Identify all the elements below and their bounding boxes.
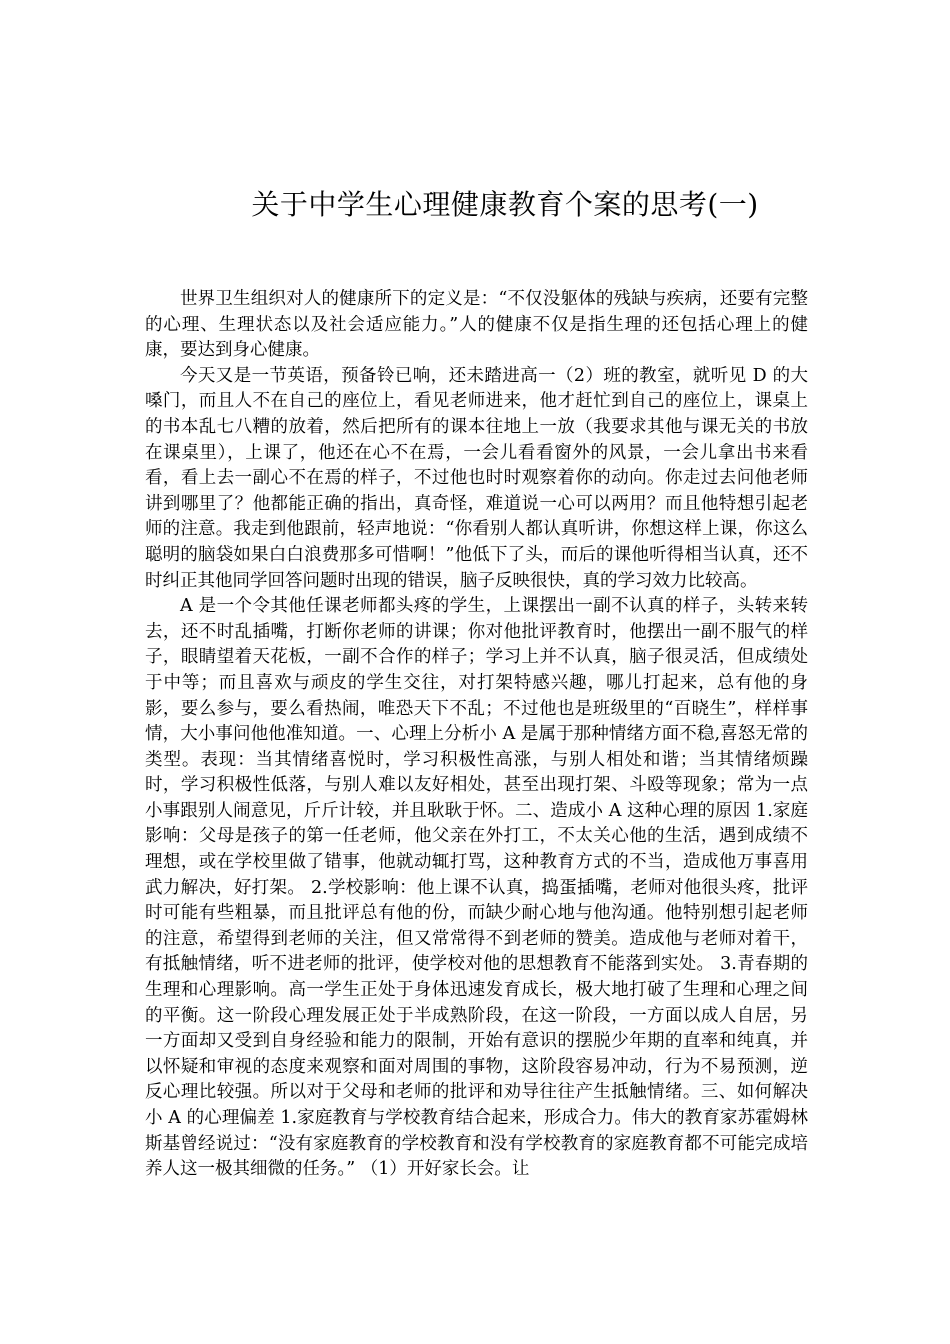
paragraph-case-d: 今天又是一节英语，预备铃已响，还未踏进高一（2）班的教室，就听见 D 的大嗓门，而且人不在自己的座位上，看见老师进来，他才赶忙到自己的座位上，课桌上的书本乱七八糟的放着，然后把所有的课本往地上一放（我要求其他与课无关的书放在课桌里），上课了，他还在心不在焉，一会儿看看窗外的风景，一会儿拿出书来看看，看上去一副心不在焉的样子，不过他也时时观察着你的动向。你走过去问他老师讲到哪里了？他都能正确的指出，真奇怪，难道说一心可以两用？而且他特想引起老师的注意。我走到他跟前，轻声地说：“你看别人都认真听讲，你想这样上课，你这么聪明的脑袋如果白白浪费那多可惜啊！”他低下了头，而后的课他听得相当认真，还不时纠正其他同学回答问题时出现的错误，脑子反映很快，真的学习效力比较高。 (145, 365, 808, 591)
document-body (145, 287, 808, 1183)
paragraph-definition: 世界卫生组织对人的健康所下的定义是：“不仅没躯体的残缺与疾病，还要有完整的心理、生理状态以及社会适应能力。”人的健康不仅是指生理的还包括心理上的健康，要达到身心健康。 (145, 289, 808, 361)
paragraph-case-a: A 是一个令其他任课老师都头疼的学生，上课摆出一副不认真的样子，头转来转去，还不时乱插嘴，打断你老师的讲课；你对他批评教育时，他摆出一副不服气的样子，眼睛望着天花板，一副不合作的样子；学习上并不认真，脑子很灵活，但成绩处于中等；而且喜欢与顽皮的学生交往，对打架特感兴趣，哪儿打起来，总有他的身影，要么参与，要么看热闹，唯恐天下不乱；不过他也是班级里的“百晓生”，样样事情，大小事问他他准知道。一、心理上分析小 A 是属于那种情绪方面不稳,喜怒无常的类型。表现：当其情绪喜悦时，学习积极性高涨，与别人相处和谐；当其情绪烦躁时，学习积极性低落，与别人难以友好相处，甚至出现打架、斗殴等现象；常为一点小事跟别人闹意见，斤斤计较，并且耿耿于怀。二、造成小 A 这种心理的原因 1.家庭影响：父母是孩子的第一任老师，他父亲在外打工，不太关心他的生活，遇到成绩不理想，或在学校里做了错事，他就动辄打骂，这种教育方式的不当，造成他万事喜用武力解决，好打架。 2.学校影响：他上课不认真，捣蛋插嘴，老师对他很头疼，批评时可能有些粗暴，而且批评总有他的份，而缺少耐心地与他沟通。他特别想引起老师的注意，希望得到老师的关注，但又常常得不到老师的赞美。造成他与老师对着干，有抵触情绪，听不进老师的批评，使学校对他的思想教育不能落到实处。 3.青春期的生理和心理影响。高一学生正处于身体迅速发育成长，极大地打破了生理和心理之间的平衡。这一阶段心理发展正处于半成熟阶段，在这一阶段，一方面以成人自居，另一方面却又受到自身经验和能力的限制，开始有意识的摆脱少年期的直率和纯真，并以怀疑和审视的态度来观察和面对周围的事物，这阶段容易冲动，行为不易预测，逆反心理比较强。所以对于父母和老师的批评和劝导往往产生抵触情绪。三、如何解决小 A 的心理偏差 1.家庭教育与学校教育结合起来，形成合力。伟大的教育家苏霍姆林斯基曾经说过：“没有家庭教育的学校教育和没有学校教育的家庭教育都不可能完成培养人这一极其细微的任务。” （1）开好家长会。让 (145, 596, 808, 1180)
document-title: 关于中学生心理健康教育个案的思考(一) (251, 188, 759, 221)
